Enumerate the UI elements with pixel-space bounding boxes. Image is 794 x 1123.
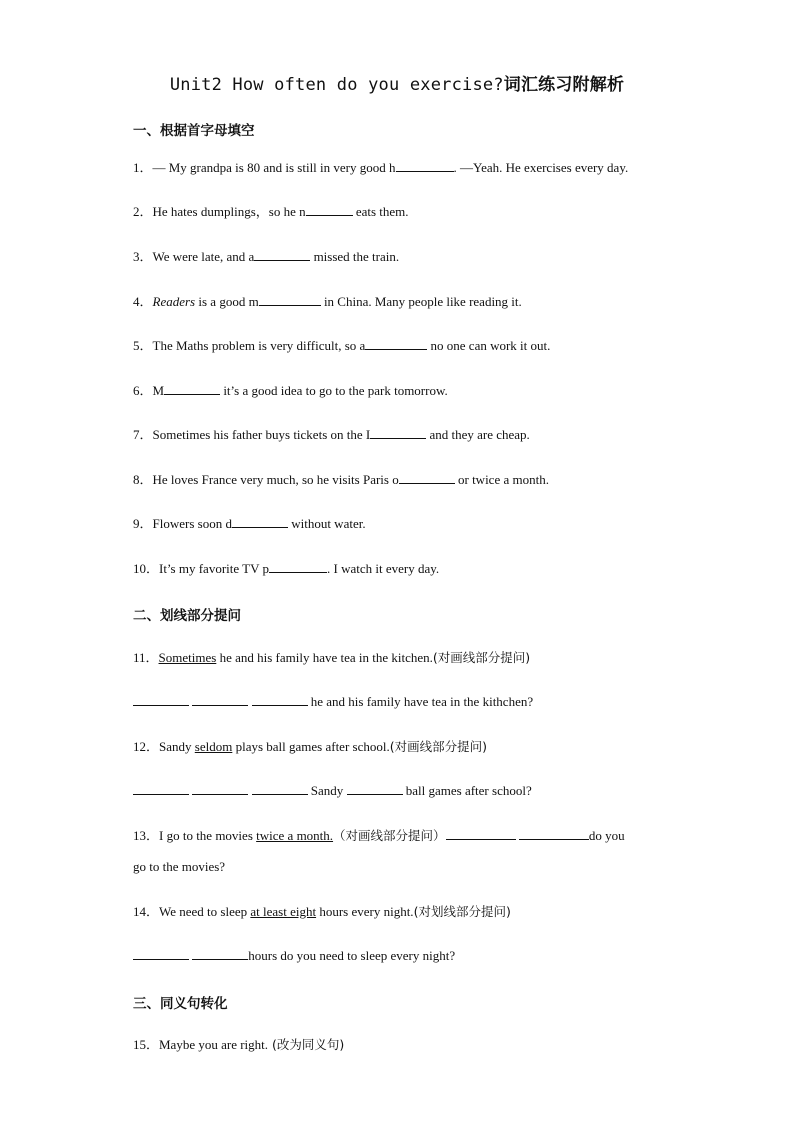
answer-blank[interactable] [133,693,189,706]
question-12: 12．Sandy seldom plays ball games after school.(对画线部分提问) [133,739,487,754]
question-5: 5．The Maths problem is very difficult, so a no one can work it out. [133,338,551,353]
question-2: 2．He hates dumplings，so he n eats them. [133,204,409,219]
question-6: 6．M it’s a good idea to go to the park tomorrow. [133,383,448,398]
title-chinese: 词汇练习附解析 [503,75,625,95]
page-title [0,70,794,95]
answer-blank[interactable] [396,159,454,172]
section-heading-3: 三、同义句转化 [133,996,228,1012]
answer-blank[interactable] [133,947,189,960]
answer-blank[interactable] [347,782,403,795]
answer-line-12: Sandy ball games after school? [133,782,532,800]
underlined-part: Sometimes [158,650,217,665]
question-11: 11．Sometimes he and his family have tea in the kitchen.(对画线部分提问) [133,650,531,665]
answer-line-11: he and his family have tea in the kithchen? [133,693,533,711]
answer-blank[interactable] [259,293,321,306]
answer-blank[interactable] [306,203,353,216]
question-4: 4．Readers is a good m in China. Many people like reading it. [133,294,522,309]
answer-blank[interactable] [192,693,248,706]
answer-line-14: hours do you need to sleep every night? [133,947,455,965]
answer-blank[interactable] [192,782,248,795]
question-13-continued: go to the movies? [133,859,226,874]
answer-blank[interactable] [254,248,310,261]
question-15: 15．Maybe you are right. (改为同义句) [133,1037,345,1052]
underlined-part: at least eight [250,904,317,919]
underlined-part: twice a month. [256,828,334,843]
question-14: 14．We need to sleep at least eight hours every night.(对划线部分提问) [133,904,511,919]
answer-blank[interactable] [365,337,427,350]
answer-blank[interactable] [269,560,327,573]
section-heading-2: 二、划线部分提问 [133,608,241,624]
answer-blank[interactable] [252,693,308,706]
answer-blank[interactable] [370,426,426,439]
underlined-part: seldom [194,739,233,754]
answer-blank[interactable] [232,515,288,528]
answer-blank[interactable] [133,782,189,795]
question-3: 3．We were late, and a missed the train. [133,249,400,264]
question-8: 8．He loves France very much, so he visits Paris o or twice a month. [133,472,549,487]
question-10: 10．It’s my favorite TV p . I watch it every day. [133,561,440,576]
answer-blank[interactable] [192,947,248,960]
title-english: Unit2 How often do you exercise? [169,75,504,95]
question-13: 13．I go to the movies twice a month.（对画线部分提问） do you [133,828,625,843]
question-1: 1．— My grandpa is 80 and is still in very good h . —Yeah. He exercises every day. [133,160,629,175]
question-9: 9．Flowers soon d without water. [133,516,366,531]
answer-blank[interactable] [164,382,220,395]
answer-blank[interactable] [446,827,516,840]
section-heading-1: 一、根据首字母填空 [133,123,255,139]
answer-blank[interactable] [519,827,589,840]
italic-title: Readers [152,294,196,309]
answer-blank[interactable] [252,782,308,795]
answer-blank[interactable] [399,471,455,484]
question-7: 7．Sometimes his father buys tickets on the I and they are cheap. [133,427,530,442]
